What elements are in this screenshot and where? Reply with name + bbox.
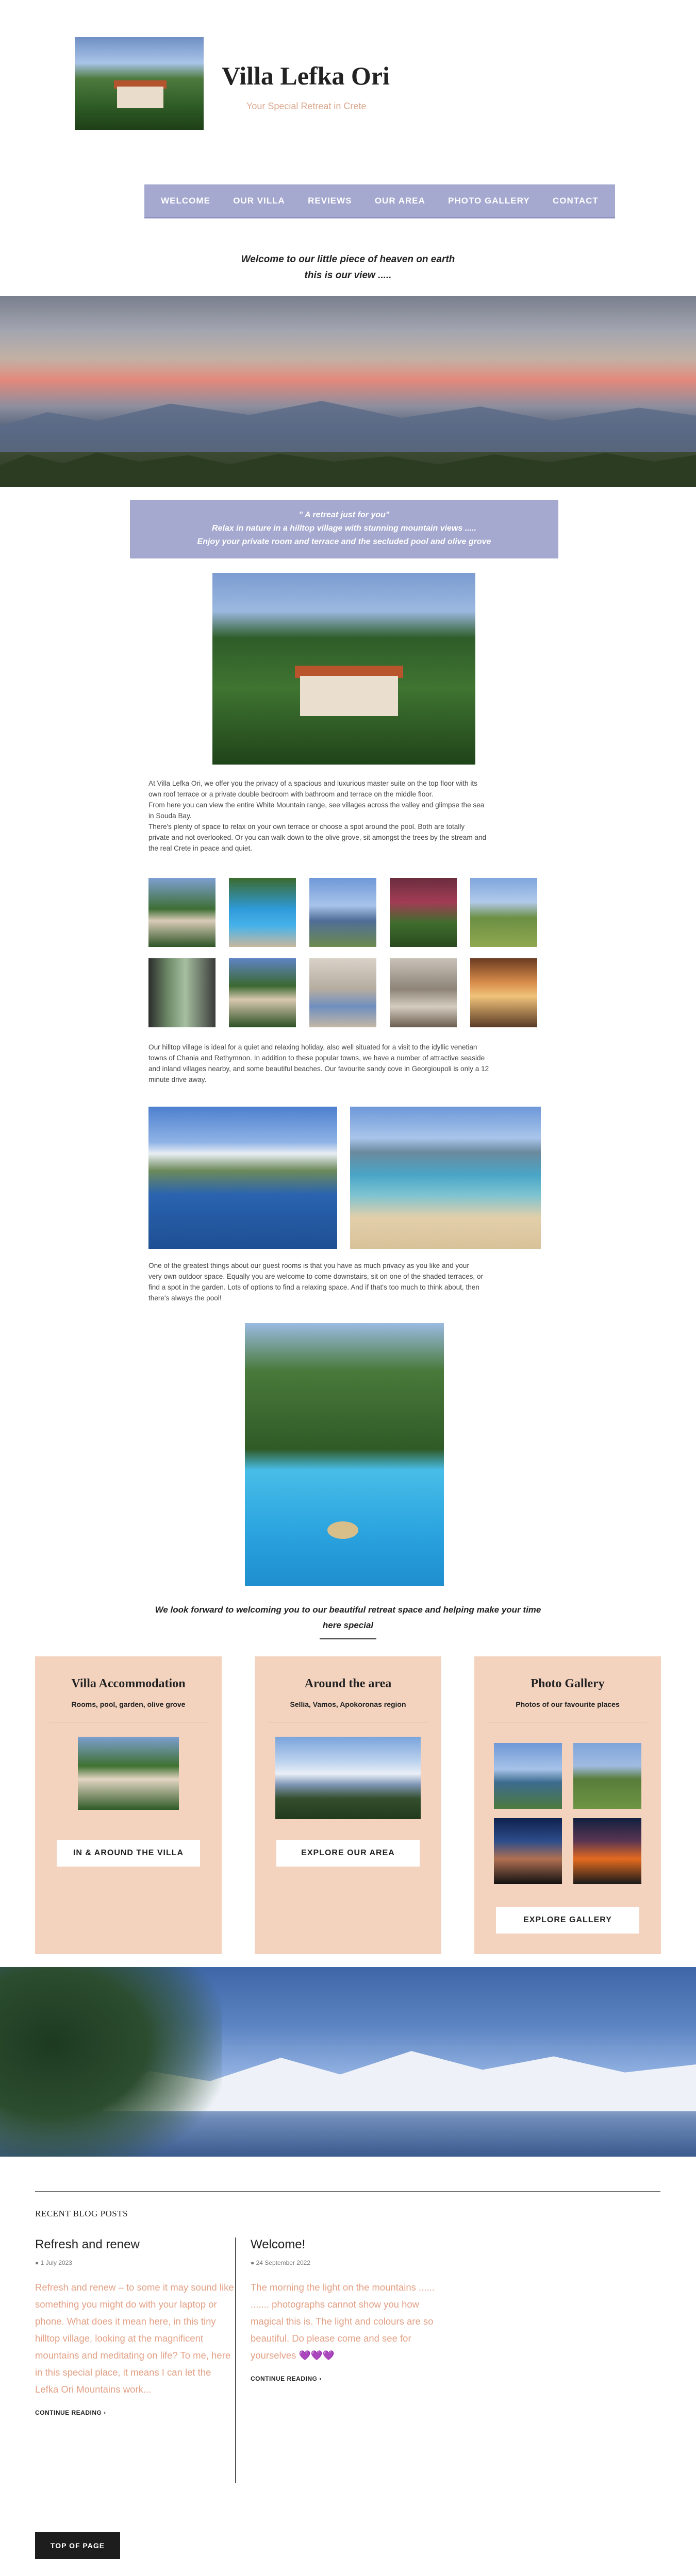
gallery-card-thumb[interactable] (573, 1743, 641, 1809)
text-line: Our hilltop village is ideal for a quiet and relaxing holiday, also well situated for a visit to the idyllic venetian (148, 1043, 477, 1051)
gallery-thumb[interactable] (470, 958, 537, 1027)
post-title[interactable]: Refresh and renew (35, 2238, 140, 2251)
gallery-thumb[interactable] (148, 958, 216, 1027)
post-excerpt: Refresh and renew – to some it may sound like something you might do with your laptop or phone. What does it mean here, in this tiny hilltop village, looking at the magnificent mountains and meditating on life? To me, here in this special place, it means I can let the Lefka Ori Mountains work... (35, 2282, 234, 2395)
card-subtitle: Rooms, pool, garden, olive grove (71, 1700, 186, 1708)
card-around-area (255, 1656, 441, 1954)
snowy-mountain-band (0, 1967, 696, 2157)
post-date-text: 1 July 2023 (40, 2259, 72, 2266)
pool-photo (245, 1323, 444, 1586)
continue-reading-link[interactable]: CONTINUE READING › (251, 2375, 322, 2382)
hero-sunset-panorama (0, 296, 696, 487)
sun-hat-shape (327, 1521, 358, 1539)
gallery-thumb[interactable] (309, 878, 376, 947)
text-line: very own outdoor space. Equally you are welcome to come downstairs, sit on one of the shaded terraces, or (148, 1273, 484, 1280)
gallery-thumb[interactable] (390, 958, 457, 1027)
card-title: Photo Gallery (531, 1677, 605, 1690)
welcome-heading (0, 251, 696, 283)
text-line: One of the greatest things about our guest rooms is that you have as much privacy as you like and your (148, 1262, 469, 1269)
nav-contact[interactable]: CONTACT (552, 195, 599, 206)
site-title[interactable]: Villa Lefka Ori (222, 61, 390, 90)
calendar-icon: ● (251, 2259, 256, 2266)
privacy-paragraph (148, 1260, 540, 1303)
text-line: in Souda Bay. (148, 812, 192, 820)
post-title[interactable]: Welcome! (251, 2238, 306, 2251)
villa-button[interactable]: IN & AROUND THE VILLA (57, 1840, 200, 1867)
text-line: towns of Chania and Rethymnon. In addition to these popular towns, we have a number of attractive seaside (148, 1054, 485, 1062)
gallery-thumb[interactable] (229, 878, 296, 947)
text-line: From here you can view the entire White Mountain range, see villages across the valley and glimpse the sea (148, 801, 485, 809)
gallery-thumb[interactable] (470, 878, 537, 947)
main-nav (144, 184, 615, 218)
post-date-text: 24 September 2022 (256, 2259, 311, 2266)
village-paragraph (148, 1042, 540, 1085)
villa-house-shape (117, 87, 163, 108)
intro-paragraph (148, 778, 540, 854)
text-line: and inland villages nearby, and some beautiful beaches. Our favourite sandy cove in Georgioupoli is only a 12 (148, 1065, 489, 1073)
tree-line-shape (0, 451, 696, 487)
text-line: At Villa Lefka Ori, we offer you the privacy of a spacious and luxurious master suite on the top floor with its (148, 779, 477, 787)
post-date (35, 2259, 236, 2266)
quote-line-1: " A retreat just for you" (299, 511, 390, 519)
text-line: own roof terrace or a private double bedroom with bathroom and terrace on the middle floor. (148, 790, 434, 798)
post-divider (235, 2238, 236, 2483)
gallery-thumb[interactable] (390, 878, 457, 947)
closing-message (0, 1602, 696, 1633)
villa-house-shape (300, 676, 398, 716)
calendar-icon: ● (35, 2259, 41, 2266)
blog-post (251, 2238, 436, 2382)
section-divider (320, 1638, 376, 1639)
olive-branch-shape (0, 1967, 222, 2157)
card-villa-photo (78, 1737, 179, 1810)
text-line: There's plenty of space to relax on your own terrace or choose a spot around the pool. Both are totally (148, 823, 465, 831)
closing-line-1: We look forward to welcoming you to our beautiful retreat space and helping make your time (155, 1605, 541, 1615)
closing-line-2: here special (322, 1620, 374, 1630)
post-excerpt: The morning the light on the mountains ...... ....... photographs cannot show you how magical this is. The light and colours are so beautiful. Do please come and see for yourselves 💜💜💜 (251, 2282, 435, 2361)
gallery-card-thumb[interactable] (494, 1743, 562, 1809)
logo-photo[interactable] (75, 37, 204, 130)
card-photo-gallery (474, 1656, 661, 1954)
villa-exterior-photo (212, 573, 475, 765)
quote-line-3: Enjoy your private room and terrace and the secluded pool and olive grove (197, 537, 491, 546)
gallery-thumb[interactable] (229, 958, 296, 1027)
nav-our-area[interactable]: OUR AREA (374, 195, 425, 206)
blog-top-rule (35, 2191, 660, 2192)
retreat-quote-box (130, 500, 558, 558)
nav-our-villa[interactable]: OUR VILLA (233, 195, 285, 206)
continue-reading-link[interactable]: CONTINUE READING › (35, 2409, 106, 2416)
text-line: private and not overlooked. Or you can walk down to the olive grove, sit amongst the trees by the stream and (148, 834, 487, 841)
blog-post (35, 2238, 236, 2416)
nav-reviews[interactable]: REVIEWS (308, 195, 352, 206)
explore-gallery-button[interactable]: EXPLORE GALLERY (496, 1907, 639, 1934)
welcome-line-1: Welcome to our little piece of heaven on earth (241, 254, 455, 265)
site-header (0, 0, 696, 155)
card-villa-accommodation (35, 1656, 222, 1954)
nav-photo-gallery[interactable]: PHOTO GALLERY (448, 195, 530, 206)
gallery-card-thumb[interactable] (494, 1818, 562, 1884)
gallery-card-thumb[interactable] (573, 1818, 641, 1884)
card-area-photo (275, 1737, 421, 1819)
beach-photo (350, 1107, 541, 1249)
text-line: find a spot in the garden. Lots of options to find a relaxing space. And if that's too much to think about, then (148, 1283, 479, 1291)
mountain-ridge-shape (0, 395, 696, 452)
nav-welcome[interactable]: WELCOME (161, 195, 210, 206)
bay-view-photo (148, 1107, 337, 1249)
text-line: the real Crete in peace and quiet. (148, 844, 253, 852)
top-of-page-button[interactable]: TOP OF PAGE (35, 2532, 120, 2559)
gallery-thumb[interactable] (148, 878, 216, 947)
text-line: minute drive away. (148, 1076, 207, 1083)
card-title: Around the area (304, 1677, 392, 1690)
card-subtitle: Sellia, Vamos, Apokoronas region (290, 1700, 406, 1708)
post-date (251, 2259, 436, 2266)
card-title: Villa Accommodation (71, 1677, 186, 1690)
text-line: there's always the pool! (148, 1294, 222, 1302)
explore-area-button[interactable]: EXPLORE OUR AREA (276, 1840, 420, 1867)
recent-posts-heading: RECENT BLOG POSTS (35, 2209, 128, 2218)
gallery-thumb[interactable] (309, 958, 376, 1027)
quote-line-2: Relax in nature in a hilltop village with stunning mountain views ..... (212, 524, 476, 533)
site-tagline: Your Special Retreat in Crete (246, 101, 367, 111)
card-subtitle: Photos of our favourite places (516, 1700, 620, 1708)
welcome-line-2: this is our view ..... (304, 270, 392, 281)
